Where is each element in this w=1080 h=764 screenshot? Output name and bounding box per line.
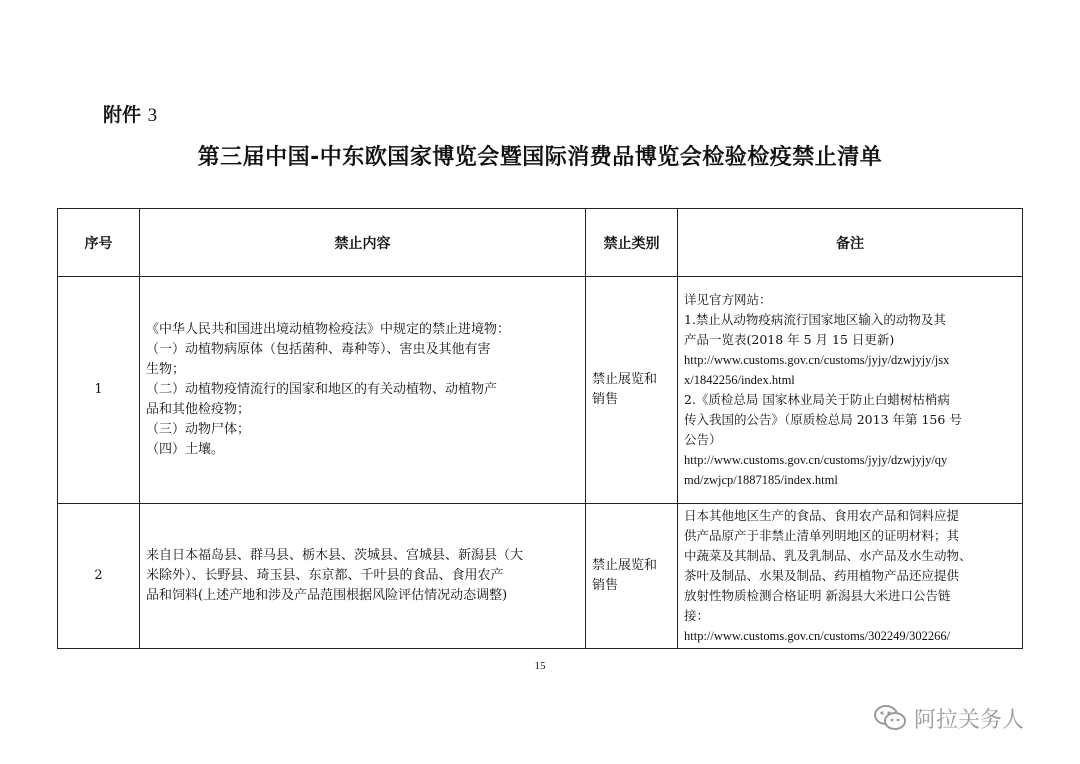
note-line: 茶叶及制品、水果及制品、药用植物产品还应提供 — [684, 568, 960, 583]
header-category: 禁止类别 — [586, 209, 678, 277]
row-category — [586, 277, 678, 504]
content-line: 品和饲料(上述产地和涉及产品范围根据风险评估情况动态调整) — [146, 588, 508, 603]
category-line: 销售 — [592, 392, 619, 407]
row-note — [678, 504, 1023, 649]
category-line: 禁止展览和 — [592, 558, 658, 573]
row-seq: 1 — [58, 277, 140, 504]
prohibited-items-table — [57, 208, 1023, 649]
content-line: 《中华人民共和国进出境动植物检疫法》中规定的禁止进境物： — [146, 322, 511, 337]
note-url[interactable]: md/zwjcp/1887185/index.html — [684, 473, 838, 487]
row-content — [140, 504, 586, 649]
row-category — [586, 504, 678, 649]
content-line: 米除外）、长野县、琦玉县、东京都、千叶县的食品、食用农产 — [146, 568, 504, 583]
header-content: 禁止内容 — [140, 209, 586, 277]
note-line: 日本其他地区生产的食品、食用农产品和饲料应提 — [684, 508, 960, 523]
content-line: （三）动物尸体； — [146, 422, 251, 437]
note-line: 产品一览表(2018 年 5 月 15 日更新) — [684, 332, 895, 347]
row-seq: 2 — [58, 504, 140, 649]
content-line: （一）动植物病原体（包括菌种、毒种等）、害虫及其他有害 — [146, 342, 491, 357]
note-line: 供产品原产于非禁止清单列明地区的证明材料；其 — [684, 528, 960, 543]
header-seq: 序号 — [58, 209, 140, 277]
watermark-text: 阿拉关务人 — [914, 707, 1025, 733]
document-title: 第三届中国-中东欧国家博览会暨国际消费品博览会检验检疫禁止清单 — [197, 145, 883, 170]
content-line: 生物； — [146, 362, 186, 377]
note-line: 详见官方网站： — [684, 292, 772, 307]
note-line: 传入我国的公告》（原质检总局 2013 年第 156 号 — [684, 412, 962, 427]
wechat-icon — [872, 703, 908, 733]
note-url[interactable]: x/1842256/index.html — [684, 373, 795, 387]
note-line: 中蔬菜及其制品、乳及乳制品、水产品及水生动物、 — [684, 548, 972, 563]
note-line: 接： — [684, 608, 710, 623]
note-line: 公告） — [684, 432, 722, 447]
attachment-label: 附件 3 — [103, 104, 158, 126]
watermark — [872, 700, 1024, 736]
note-line: 1.禁止从动物疫病流行国家地区输入的动物及其 — [684, 312, 946, 327]
note-line: 2.《质检总局 国家林业局关于防止白蜡树枯梢病 — [684, 392, 950, 407]
page-number: 15 — [534, 660, 546, 672]
note-url[interactable]: http://www.customs.gov.cn/customs/302249/302266/ — [684, 629, 951, 643]
note-url[interactable]: http://www.customs.gov.cn/customs/jyjy/dzwjyjy/qy — [684, 453, 948, 467]
header-note: 备注 — [678, 209, 1023, 277]
note-url[interactable]: http://www.customs.gov.cn/customs/jyjy/dzwjyjy/jsx — [684, 353, 950, 367]
row-content — [140, 277, 586, 504]
table-header-row — [58, 209, 1023, 277]
category-line: 禁止展览和 — [592, 372, 658, 387]
content-line: （四）土壤。 — [146, 442, 225, 457]
table-row — [58, 504, 1023, 649]
note-line: 放射性物质检测合格证明 新潟县大米进口公告链 — [684, 588, 951, 603]
category-line: 销售 — [592, 578, 619, 593]
content-line: （二）动植物疫情流行的国家和地区的有关动植物、动植物产 — [146, 382, 498, 397]
row-note — [678, 277, 1023, 504]
table-row — [58, 277, 1023, 504]
content-line: 来自日本福岛县、群马县、栃木县、茨城县、宫城县、新潟县（大 — [146, 548, 524, 563]
content-line: 品和其他检疫物； — [146, 402, 251, 417]
